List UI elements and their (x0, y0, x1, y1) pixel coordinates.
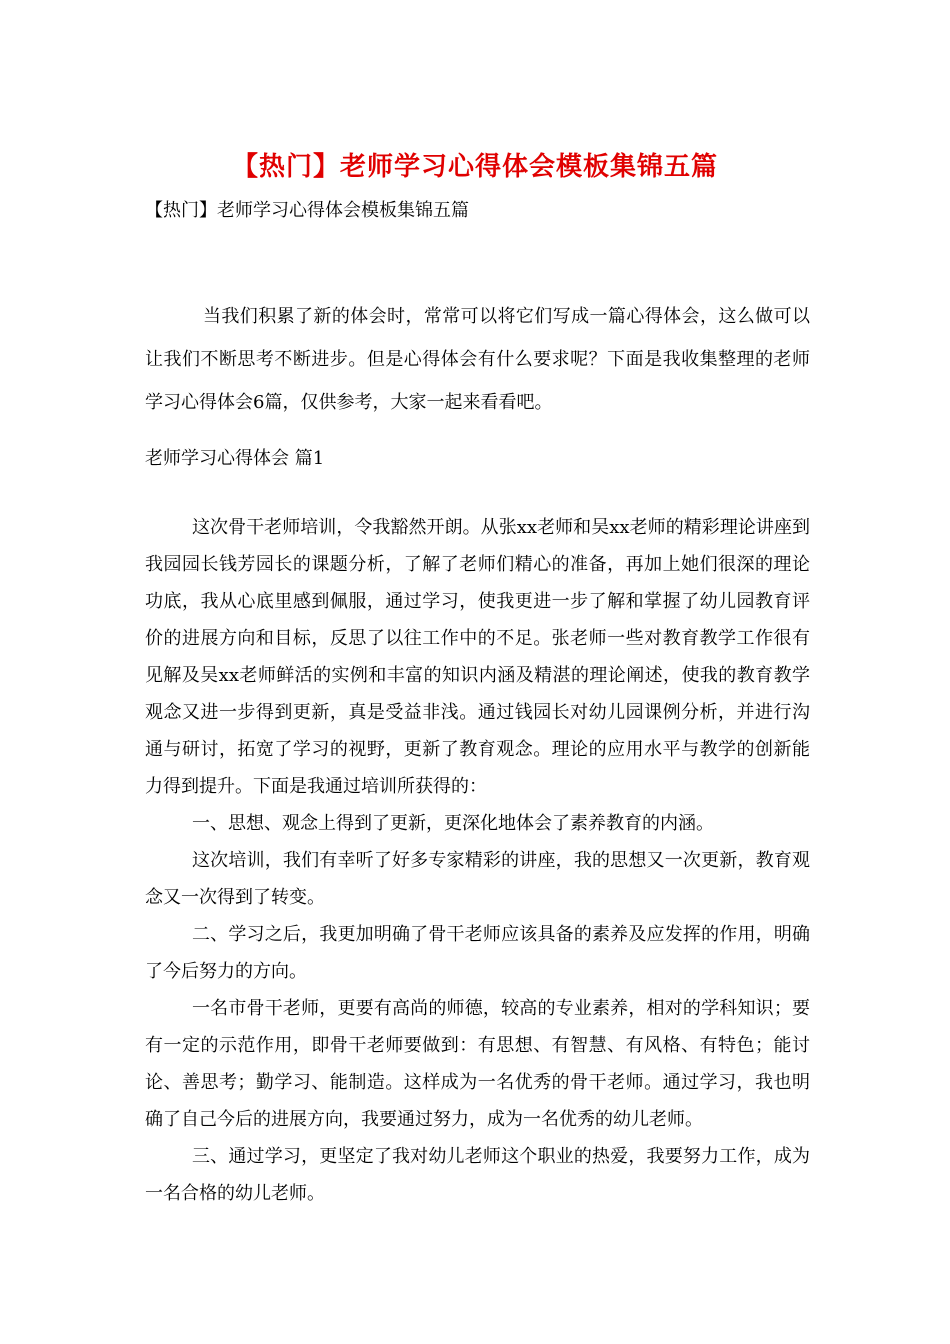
document-subtitle: 【热门】老师学习心得体会模板集锦五篇 (145, 200, 469, 221)
body-paragraph: 这次培训，我们有幸听了好多专家精彩的讲座，我的思想又一次更新，教育观念又一次得到了转变。 (145, 850, 810, 908)
body-paragraph: 二、学习之后，我更加明确了骨干老师应该具备的素养及应发挥的作用，明确了今后努力的方向。 (145, 924, 810, 982)
intro-paragraph: 当我们积累了新的体会时，常常可以将它们写成一篇心得体会，这么做可以让我们不断思考不断进步。但是心得体会有什么要求呢？下面是我收集整理的老师学习心得体会6篇，仅供参考，大家一起来看看吧。 (145, 306, 810, 413)
body-paragraph: 一、思想、观念上得到了更新，更深化地体会了素养教育的内涵。 (192, 813, 714, 834)
section-heading: 老师学习心得体会 篇1 (145, 448, 325, 469)
section-body (145, 509, 810, 1212)
body-paragraph: 一名市骨干老师，更要有高尚的师德，较高的专业素养，相对的学科知识；要有一定的示范作用，即骨干老师要做到：有思想、有智慧、有风格、有特色；能讨论、善思考；勤学习、能制造。这样成为一名优秀的骨干老师。通过学习，我也明确了自己今后的进展方向，我要通过努力，成为一名优秀的幼儿老师。 (145, 998, 810, 1130)
body-paragraph: 三、通过学习，更坚定了我对幼儿老师这个职业的热爱，我要努力工作，成为一名合格的幼儿老师。 (145, 1146, 810, 1204)
body-paragraph: 这次骨干老师培训，令我豁然开朗。从张xx老师和吴xx老师的精彩理论讲座到我园园长钱芳园长的课题分析，了解了老师们精心的准备，再加上她们很深的理论功底，我从心底里感到佩服，通过学习，使我更进一步了解和掌握了幼儿园教育评价的进展方向和目标，反思了以往工作中的不足。张老师一些对教育教学工作很有见解及吴xx老师鲜活的实例和丰富的知识内涵及精湛的理论阐述，使我的教育教学观念又进一步得到更新，真是受益非浅。通过钱园长对幼儿园课例分析，并进行沟通与研讨，拓宽了学习的视野，更新了教育观念。理论的应用水平与教学的创新能力得到提升。下面是我通过培训所获得的： (145, 517, 810, 797)
document-title: 【热门】老师学习心得体会模板集锦五篇 (231, 152, 718, 182)
